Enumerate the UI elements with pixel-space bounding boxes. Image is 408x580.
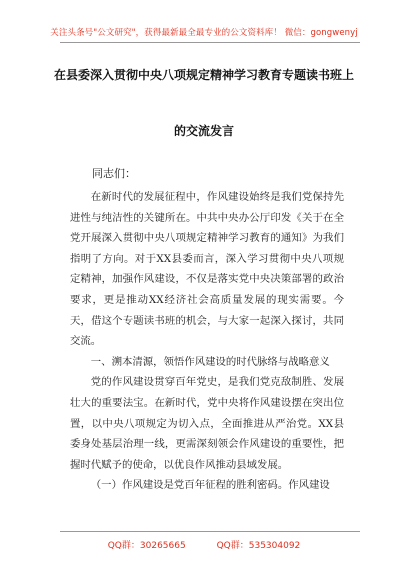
document-title-line2: 的交流发言 (173, 124, 234, 138)
footer (0, 538, 408, 551)
subsection-heading-1: （一）作风建设是党百年征程的胜利密码。作风建设 (90, 479, 330, 492)
paragraph-intro: 在新时代的发展征程中，作风建设始终是我们党保持先进性与纯洁性的关键所在。中共中央办公厅印发《关于在全党开展深入贯彻中央八项规定精神学习教育的通知》为我们指明了方向。对于XX县委而言，深入学习贯彻中央八项规定精神，加强作风建设，不仅是落实党中央决策部署的政治要求，更是推动XX经济社会高质量发展的现实需要。今天，借这个专题读书班的机会，与大家一起深入探讨，共同交流。 (70, 191, 344, 348)
footer-qq-group-2: QQ群：535304092 (216, 541, 301, 551)
section-heading-1: 一、溯本清源，领悟作风建设的时代脉络与战略意义 (90, 355, 330, 368)
salutation: 同志们： (92, 167, 136, 180)
document-body (70, 187, 344, 496)
header-divider (60, 42, 360, 43)
header-note: 关注头条号"公文研究"，获得最新最全最专业的公文资料库！ 微信：gongwenyj (50, 28, 358, 38)
paragraph-section-1: 党的作风建设贯穿百年党史，是我们党克敌制胜、发展壮大的重要法宝。在新时代，党中央将作风建设摆在突出位置，以中央八项规定为切入点，全面推进从严治党。XX县委身处基层治理一线，更需深刻领会作风建设的重要性，把握时代赋予的使命，以优良作风推动县域发展。 (70, 376, 344, 471)
document-title-line1: 在县委深入贯彻中央八项规定精神学习教育专题读书班上 (53, 68, 354, 82)
footer-divider (60, 531, 360, 532)
footer-qq-group-1: QQ群：30265665 (107, 541, 186, 551)
